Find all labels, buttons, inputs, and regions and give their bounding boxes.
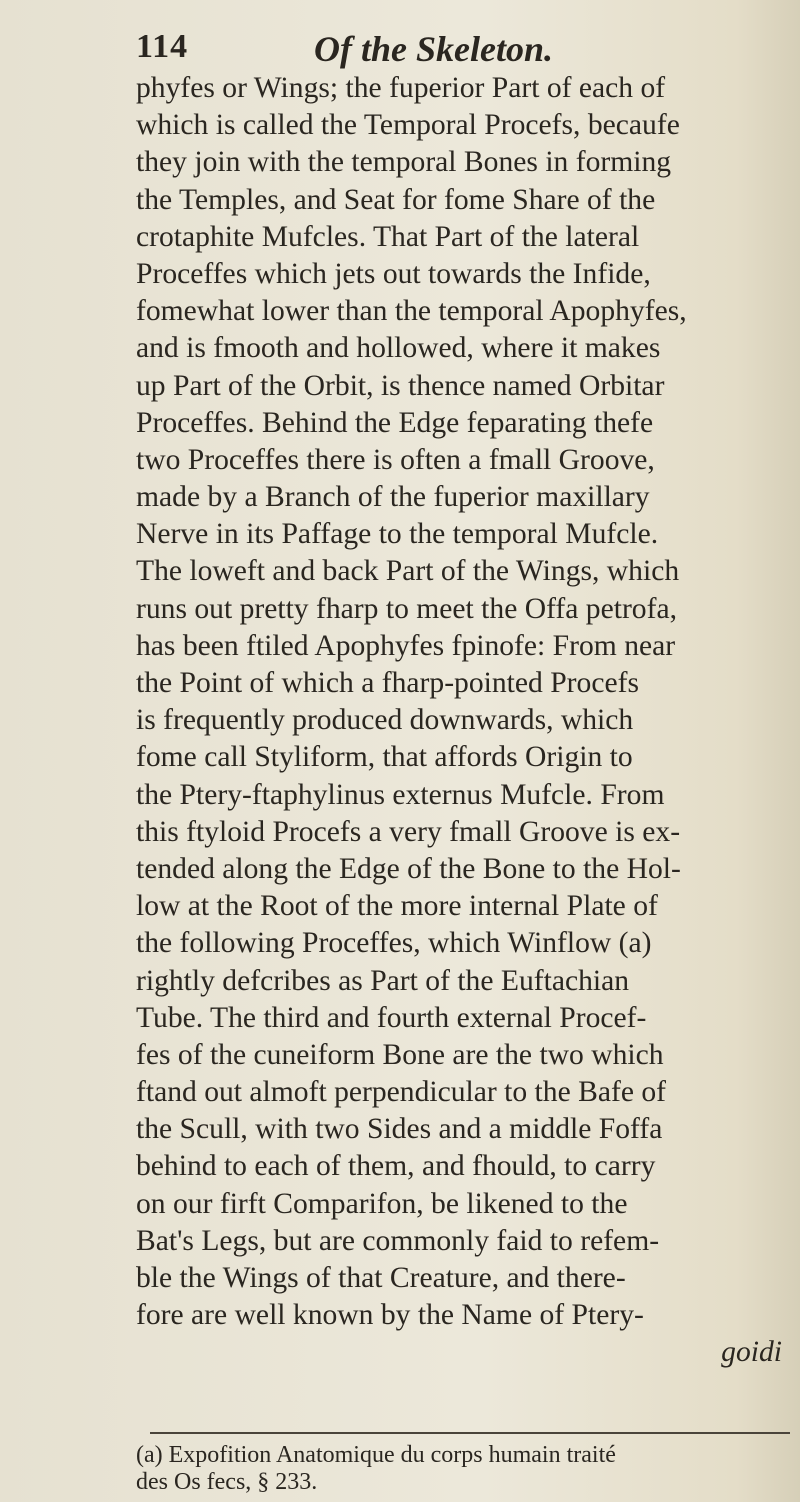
running-title: Of the Skeleton. xyxy=(314,29,553,69)
text-line: fes of the cuneiform Bone are the two which xyxy=(136,1038,664,1071)
text-line: rightly defcribes as Part of the Euftachian xyxy=(136,964,630,997)
text-line: Tube. The third and fourth external Procef- xyxy=(136,1001,647,1034)
text-line: crotaphite Mufcles. That Part of the lateral xyxy=(136,220,640,253)
text-line: fomewhat lower than the temporal Apophyfes, xyxy=(136,295,687,328)
text-line: fore are well known by the Name of Ptery- xyxy=(136,1299,644,1332)
text-line: the Ptery-ftaphylinus externus Mufcle. From xyxy=(136,778,665,811)
body-text xyxy=(136,70,788,1372)
text-line: Proceffes. Behind the Edge feparating thefe xyxy=(136,406,654,439)
text-line: this ftyloid Procefs a very fmall Groove is ex- xyxy=(136,815,681,848)
text-line: The loweft and back Part of the Wings, which xyxy=(136,555,680,588)
text-line: low at the Root of the more internal Plate of xyxy=(136,890,658,923)
text-line: made by a Branch of the fuperior maxillary xyxy=(136,481,650,514)
catchword: goidi xyxy=(721,1336,782,1369)
text-line: Bat's Legs, but are commonly faid to refem- xyxy=(136,1224,660,1257)
text-line: fome call Styliform, that affords Origin to xyxy=(136,741,633,774)
text-line: two Proceffes there is often a fmall Groove, xyxy=(136,443,655,476)
text-line: runs out pretty fharp to meet the Offa petrofa, xyxy=(136,592,677,625)
text-line: is frequently produced downwards, which xyxy=(136,704,634,737)
text-line: which is called the Temporal Procefs, becaufe xyxy=(136,109,680,142)
footnote-line: (a) Expofition Anatomique du corps humain traité xyxy=(136,1442,616,1468)
text-line: ble the Wings of that Creature, and there- xyxy=(136,1262,626,1294)
text-line: has been ftiled Apophyfes fpinofe: From near xyxy=(136,629,676,662)
text-line: behind to each of them, and fhould, to carry xyxy=(136,1150,656,1183)
text-line: Proceffes which jets out towards the Infide, xyxy=(136,257,651,290)
text-line: on our firft Comparifon, be likened to the xyxy=(136,1187,628,1220)
footnote-rule xyxy=(150,1432,790,1434)
text-line: the Scull, with two Sides and a middle Foffa xyxy=(136,1113,663,1146)
text-line: ftand out almoft perpendicular to the Bafe of xyxy=(136,1076,667,1109)
text-line: and is fmooth and hollowed, where it makes xyxy=(136,332,661,365)
text-line: the Point of which a fharp-pointed Procefs xyxy=(136,667,639,699)
footnote xyxy=(136,1442,788,1496)
text-line: phyfes or Wings; the fuperior Part of each of xyxy=(136,72,666,104)
text-line: the following Proceffes, which Winflow (a) xyxy=(136,927,652,960)
text-line: the Temples, and Seat for fome Share of the xyxy=(136,183,656,216)
text-line: Nerve in its Paffage to the temporal Mufcle. xyxy=(136,518,659,551)
footnote-line: des Os fecs, § 233. xyxy=(136,1469,318,1495)
text-line: up Part of the Orbit, is thence named Orbitar xyxy=(136,369,665,402)
text-line: tended along the Edge of the Bone to the Hol- xyxy=(136,852,681,885)
page-number: 114 xyxy=(136,28,189,65)
text-line: they join with the temporal Bones in forming xyxy=(136,146,672,179)
page-header xyxy=(136,28,770,68)
